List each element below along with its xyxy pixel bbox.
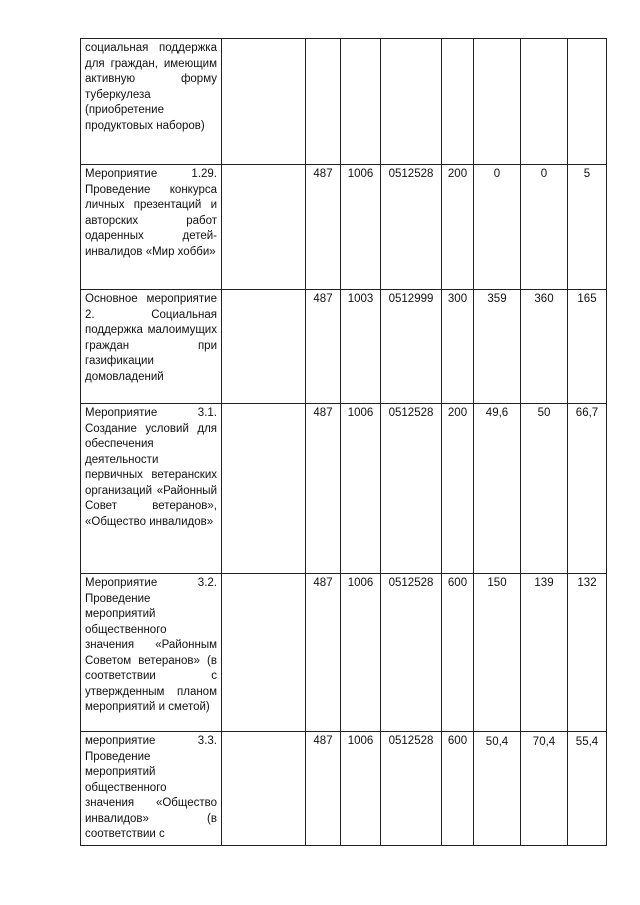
- amount-year-3: 132: [568, 574, 607, 732]
- table-row: [81, 39, 607, 165]
- table-row: [81, 165, 607, 290]
- responsible-cell: [222, 165, 306, 290]
- vr-code: 200: [442, 404, 474, 574]
- amount-year-2: 50: [521, 404, 568, 574]
- grbs-code: 487: [306, 732, 341, 846]
- amount-year-2: 139: [521, 574, 568, 732]
- rzpr-code: 1003: [341, 290, 381, 404]
- grbs-code: 487: [306, 574, 341, 732]
- activity-description: мероприятие 3.3. Проведение мероприятий общественного значения «Общество инвалидов» (в соответствии с: [81, 732, 222, 846]
- amount-year-3: 55,4: [568, 732, 607, 846]
- vr-code: 600: [442, 732, 474, 846]
- responsible-cell: [222, 732, 306, 846]
- amount-year-3: 66,7: [568, 404, 607, 574]
- activity-description: Мероприятие 1.29. Проведение конкурса личных презентаций и авторских работ одаренных детей-инвалидов «Мир хобби»: [81, 165, 222, 290]
- grbs-code: 487: [306, 404, 341, 574]
- csr-code: 0512528: [381, 404, 442, 574]
- program-funding-table: [80, 38, 607, 846]
- rzpr-code: 1006: [341, 574, 381, 732]
- amount-year-1: 49,6: [474, 404, 521, 574]
- csr-code: 0512999: [381, 290, 442, 404]
- vr-code: 300: [442, 290, 474, 404]
- amount-year-1: 50,4: [474, 732, 521, 846]
- amount-year-2: [521, 39, 568, 165]
- activity-description: Мероприятие 3.1. Создание условий для обеспечения деятельности первичных ветеранских организаций «Районный Совет ветеранов», «Общество инвалидов»: [81, 404, 222, 574]
- rzpr-code: 1006: [341, 404, 381, 574]
- table-row: [81, 290, 607, 404]
- amount-year-2: 70,4: [521, 732, 568, 846]
- csr-code: 0512528: [381, 732, 442, 846]
- responsible-cell: [222, 39, 306, 165]
- activity-description: социальная поддержка для граждан, имеющим активную форму туберкулеза (приобретение продуктовых наборов): [81, 39, 222, 165]
- csr-code: [381, 39, 442, 165]
- table-row: [81, 404, 607, 574]
- table-row: [81, 574, 607, 732]
- amount-year-1: 0: [474, 165, 521, 290]
- amount-year-2: 0: [521, 165, 568, 290]
- amount-year-2: 360: [521, 290, 568, 404]
- grbs-code: [306, 39, 341, 165]
- activity-description: Основное мероприятие 2. Социальная поддержка малоимущих граждан при газификации домовладений: [81, 290, 222, 404]
- amount-year-3: 165: [568, 290, 607, 404]
- grbs-code: 487: [306, 165, 341, 290]
- table-row: [81, 732, 607, 846]
- rzpr-code: 1006: [341, 732, 381, 846]
- amount-year-3: [568, 39, 607, 165]
- activity-description: Мероприятие 3.2. Проведение мероприятий общественного значения «Районным Советом ветеранов» (в соответствии с утвержденным планом мероприятий и сметой): [81, 574, 222, 732]
- vr-code: 600: [442, 574, 474, 732]
- csr-code: 0512528: [381, 165, 442, 290]
- responsible-cell: [222, 574, 306, 732]
- amount-year-3: 5: [568, 165, 607, 290]
- grbs-code: 487: [306, 290, 341, 404]
- responsible-cell: [222, 290, 306, 404]
- amount-year-1: 359: [474, 290, 521, 404]
- vr-code: [442, 39, 474, 165]
- amount-year-1: [474, 39, 521, 165]
- rzpr-code: 1006: [341, 165, 381, 290]
- vr-code: 200: [442, 165, 474, 290]
- amount-year-1: 150: [474, 574, 521, 732]
- rzpr-code: [341, 39, 381, 165]
- csr-code: 0512528: [381, 574, 442, 732]
- responsible-cell: [222, 404, 306, 574]
